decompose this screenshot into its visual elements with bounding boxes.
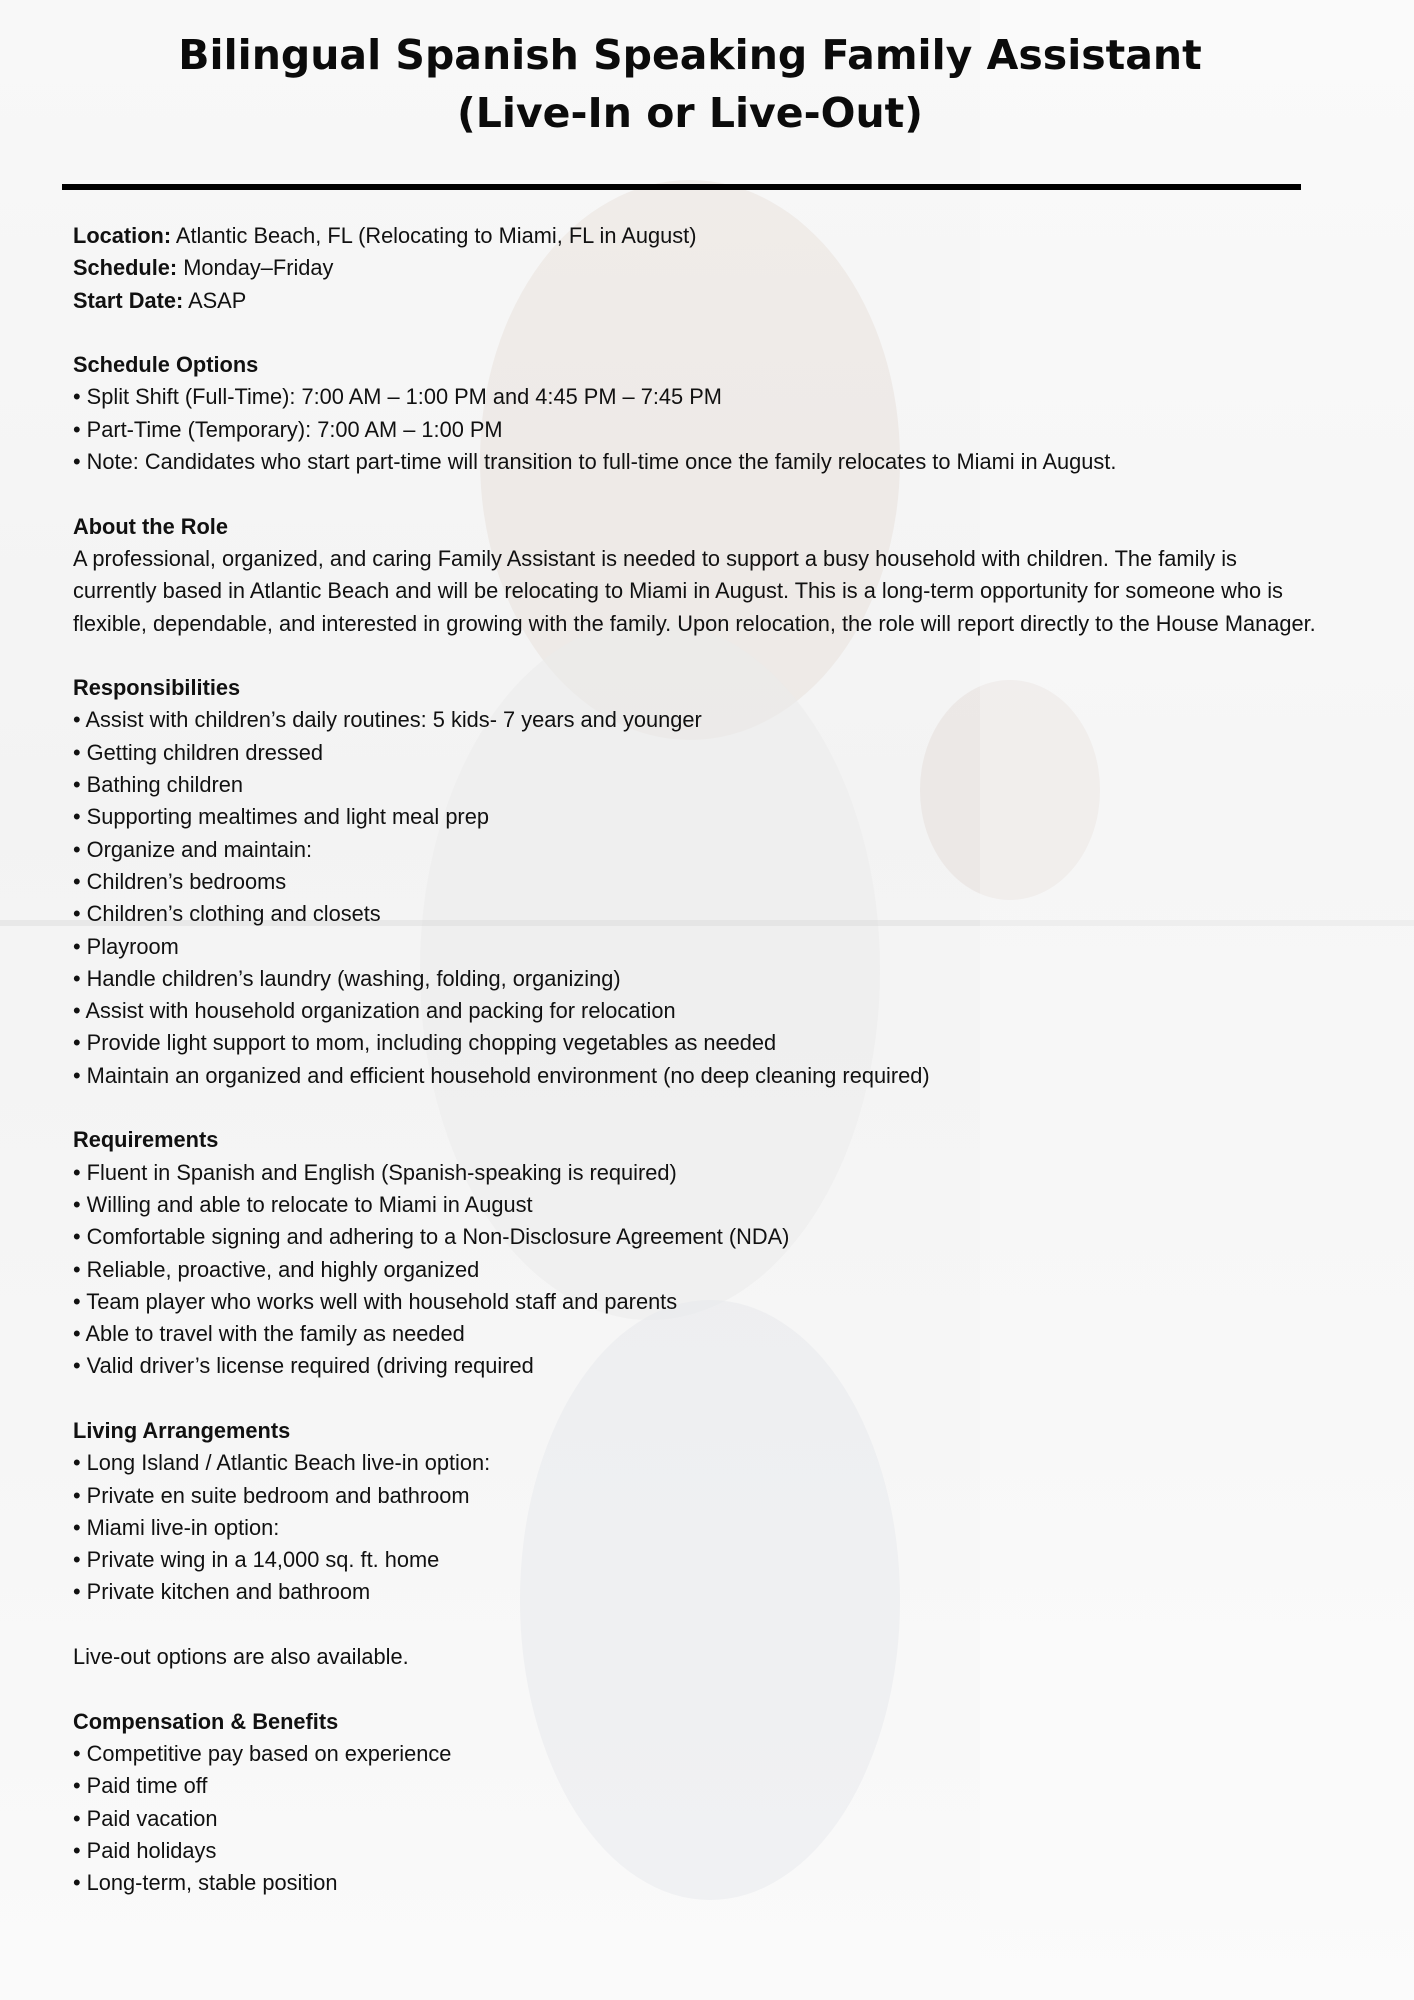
list-item: • Private wing in a 14,000 sq. ft. home <box>73 1547 440 1573</box>
list-item: • Assist with household organization and packing for relocation <box>73 998 676 1024</box>
list-item: • Children’s clothing and closets <box>73 901 381 927</box>
list-item: • Provide light support to mom, including chopping vegetables as needed <box>73 1030 777 1056</box>
list-item: • Bathing children <box>73 772 244 798</box>
list-item: • Reliable, proactive, and highly organized <box>73 1256 480 1282</box>
list-item: • Able to travel with the family as needed <box>73 1321 465 1347</box>
living-heading: Living Arrangements <box>73 1417 291 1443</box>
title-divider <box>62 184 1301 190</box>
list-item: • Willing and able to relocate to Miami in August <box>73 1191 533 1217</box>
document-body <box>73 220 1343 1899</box>
list-item: • Private kitchen and bathroom <box>73 1579 371 1605</box>
list-item: • Team player who works well with household staff and parents <box>73 1288 678 1314</box>
start-date-value: ASAP <box>183 287 247 313</box>
list-item: • Part-Time (Temporary): 7:00 AM – 1:00 PM <box>73 416 503 442</box>
list-item: • Children’s bedrooms <box>73 868 287 894</box>
list-item: • Fluent in Spanish and English (Spanish-speaking is required) <box>73 1159 677 1185</box>
location-value: Atlantic Beach, FL (Relocating to Miami, FL in August) <box>171 223 697 248</box>
schedule-value: Monday–Friday <box>177 255 334 281</box>
list-item: • Split Shift (Full-Time): 7:00 AM – 1:00 PM and 4:45 PM – 7:45 PM <box>73 384 722 410</box>
list-item: • Miami live-in option: <box>73 1514 280 1540</box>
list-item: • Organize and maintain: <box>73 836 313 862</box>
list-item: • Valid driver’s license required (driving required <box>73 1353 534 1379</box>
compensation-heading: Compensation & Benefits <box>73 1708 339 1734</box>
list-item: • Private en suite bedroom and bathroom <box>73 1482 470 1508</box>
list-item: • Assist with children’s daily routines: 5 kids- 7 years and younger <box>73 707 702 733</box>
title-line-2: (Live-In or Live-Out) <box>457 89 923 137</box>
list-item: • Note: Candidates who start part-time will transition to full-time once the family relocates to Miami in August. <box>73 449 1117 475</box>
list-item: • Maintain an organized and efficient household environment (no deep cleaning required) <box>73 1062 930 1088</box>
list-item: • Comfortable signing and adhering to a Non-Disclosure Agreement (NDA) <box>73 1224 790 1250</box>
about-heading: About the Role <box>73 513 228 539</box>
list-item: • Competitive pay based on experience <box>73 1740 452 1766</box>
requirements-heading: Requirements <box>73 1127 219 1153</box>
list-item: • Handle children’s laundry (washing, folding, organizing) <box>73 965 621 991</box>
location-label: Location: <box>73 223 172 248</box>
list-item: • Supporting mealtimes and light meal prep <box>73 804 489 830</box>
location-line <box>73 220 1343 252</box>
start-date-label: Start Date: <box>73 287 184 313</box>
start-date-line <box>73 285 1343 317</box>
list-item: • Getting children dressed <box>73 739 323 765</box>
schedule-label: Schedule: <box>73 255 178 281</box>
list-item: • Long Island / Atlantic Beach live-in option: <box>73 1450 491 1476</box>
responsibilities-heading: Responsibilities <box>73 675 241 701</box>
schedule-options-heading: Schedule Options <box>73 352 259 378</box>
list-item: • Paid time off <box>73 1773 208 1799</box>
list-item: • Paid vacation <box>73 1805 218 1831</box>
list-item: • Playroom <box>73 933 179 959</box>
about-paragraph: A professional, organized, and caring Family Assistant is needed to support a busy household with children. The family is currently based in Atlantic Beach and will be relocating to Miami in August. This is a long-term opportunity for someone who is flexible, dependable, and interested in growing with the family. Upon relocation, the role will report directly to the House Manager. <box>73 545 1316 636</box>
live-out-note: Live-out options are also available. <box>73 1644 409 1670</box>
schedule-line <box>73 252 1343 284</box>
title-line-1: Bilingual Spanish Speaking Family Assistant <box>178 31 1202 79</box>
list-item: • Long-term, stable position <box>73 1870 338 1896</box>
document-title <box>0 26 1380 142</box>
list-item: • Paid holidays <box>73 1837 217 1863</box>
